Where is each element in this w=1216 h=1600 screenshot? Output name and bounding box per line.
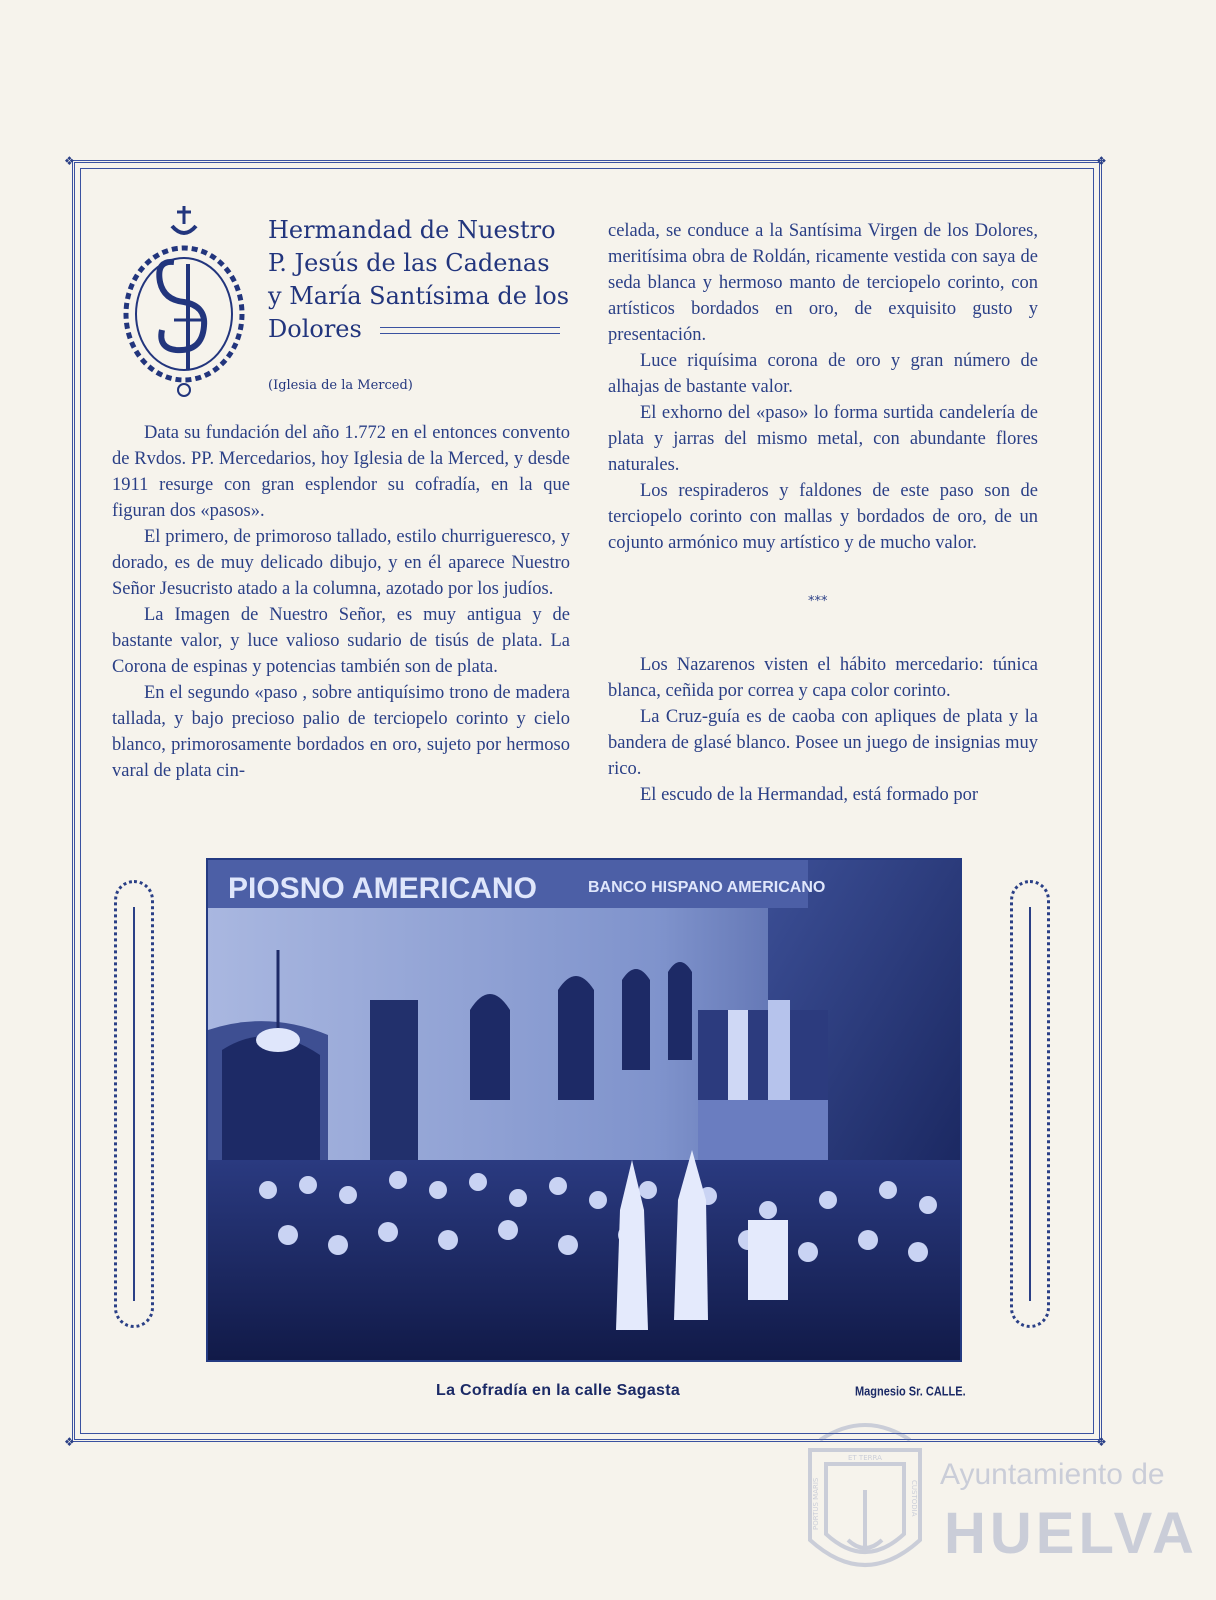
paragraph: El exhorno del «paso» lo forma surtida candelería de plata y jarras del mismo metal, con abundante flores naturales. [608, 403, 1038, 475]
sign-left: PIOSNO AMERICANO [228, 872, 537, 905]
paragraph: Luce riquísima corona de oro y gran número de alhajas de bastante valor. [608, 351, 1038, 397]
side-ornament-bar [133, 907, 135, 1301]
paragraph: Los Nazarenos visten el hábito mercedario: túnica blanca, ceñida por correa y capa color corinto. [608, 655, 1038, 701]
title-line-4 [268, 313, 578, 346]
photo-caption: La Cofradía en la calle Sagasta [436, 1382, 681, 1399]
paragraph: En el segundo «paso , sobre antiquísimo trono de madera tallada, y bajo precioso palio de terciopelo corinto y cielo blanco, primorosamente bordados en oro, sujeto por hermoso varal de plata cin- [112, 683, 570, 781]
huelva-watermark [800, 1400, 1200, 1590]
title-line-1: Hermandad de Nuestro [268, 216, 556, 244]
paragraph: La Cruz-guía es de caoba con apliques de plata y la bandera de glasé blanco. Posee un juego de insignias muy rico. [608, 707, 1038, 779]
paragraph: El escudo de la Hermandad, está formado por [640, 785, 979, 805]
paragraph: Los respiraderos y faldones de este paso son de terciopelo corinto con mallas y bordados de oro, de un cojunto armónico muy artístico y de mucho valor. [608, 481, 1038, 553]
corner-ornament-top-right: ❖ [1096, 154, 1107, 168]
crest-text-right: CUSTODIA [910, 1480, 918, 1517]
watermark-line-2: HUELVA [944, 1501, 1198, 1566]
procession-photo [206, 858, 962, 1362]
side-ornament-bar [1029, 907, 1031, 1301]
sign-right: BANCO HISPANO AMERICANO [588, 879, 826, 896]
paragraph: Data su fundación del año 1.772 en el entonces convento de Rvdos. PP. Mercedarios, hoy Iglesia de la Merced, y desde 1911 resurge con gran esplendor su cofradía, en la que figuran dos «pasos». [112, 423, 570, 521]
title-line-4-text: Dolores [268, 315, 362, 343]
article-subtitle: (Iglesia de la Merced) [268, 378, 413, 393]
paragraph: El primero, de primoroso tallado, estilo churrigueresco, y dorado, es de muy delicado dibujo, y en él aparece Nuestro Señor Jesucristo atado a la columna, azotado por los judíos. [112, 527, 570, 599]
side-ornament-left [114, 880, 154, 1328]
right-column-lower [608, 652, 1038, 808]
title-line-3: y María Santísima de los [268, 282, 570, 310]
huelva-crest-icon [800, 1400, 930, 1590]
watermark-line-1: Ayuntamiento de [940, 1458, 1165, 1491]
side-ornament-right [1010, 880, 1050, 1328]
brotherhood-emblem-icon [116, 202, 252, 402]
section-separator: *** [808, 594, 828, 609]
crest-text-left: PORTUS MARIS [812, 1477, 820, 1530]
photo-credit: Magnesio Sr. CALLE. [855, 1384, 966, 1400]
title-line-2: P. Jesús de las Cadenas [268, 249, 550, 277]
corner-ornament-bottom-left: ❖ [64, 1435, 75, 1449]
left-column [112, 420, 570, 784]
corner-ornament-top-left: ❖ [64, 154, 75, 168]
crest-text-top: ET TERRA [848, 1454, 882, 1462]
paragraph: La Imagen de Nuestro Señor, es muy antigua y de bastante valor, y luce valioso sudario de tisús de plata. La Corona de espinas y potencias también son de plata. [112, 605, 570, 677]
right-column [608, 218, 1038, 556]
corner-ornament-bottom-right: ❖ [1096, 1435, 1107, 1449]
paragraph: celada, se conduce a la Santísima Virgen de los Dolores, meritísima obra de Roldán, ricamente vestida con saya de seda blanca y hermoso manto de terciopelo corinto, con artísticos bordados en oro, de exquisito gusto y presentación. [608, 221, 1038, 345]
title-rule [380, 327, 560, 334]
article-title [268, 214, 578, 346]
